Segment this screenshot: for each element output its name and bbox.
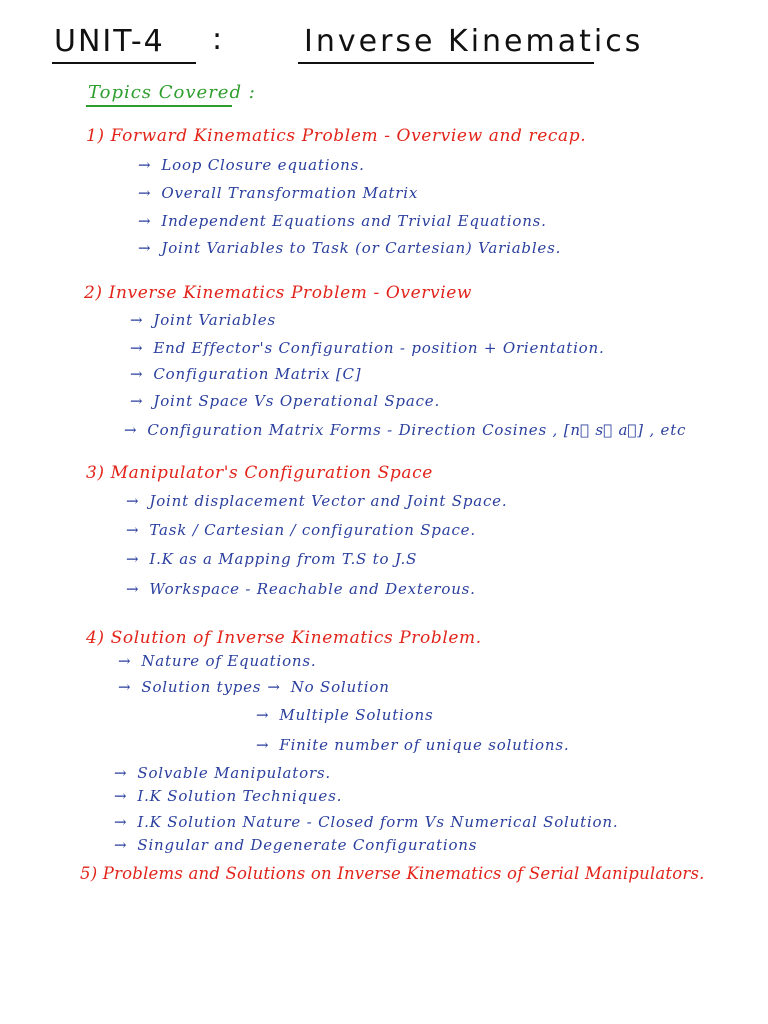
list-item: → Joint Space Vs Operational Space. <box>130 392 441 410</box>
section-3-heading: 3) Manipulator's Configuration Space <box>86 463 433 483</box>
list-item: → Configuration Matrix [C] <box>130 365 362 383</box>
list-item: → Joint Variables to Task (or Cartesian) Variables. <box>138 239 562 257</box>
list-item: → Nature of Equations. <box>118 652 317 670</box>
arrow-icon: → <box>130 311 144 329</box>
arrow-icon: → <box>130 392 144 410</box>
topics-covered-label: Topics Covered : <box>88 82 256 103</box>
topics-underline <box>86 105 232 107</box>
arrow-icon: → <box>138 239 152 257</box>
title-underline <box>298 62 594 64</box>
section-1-heading: 1) Forward Kinematics Problem - Overview and recap. <box>86 126 587 146</box>
list-item: → Task / Cartesian / configuration Space. <box>126 521 476 539</box>
list-item: → Solution types → No Solution <box>118 678 390 696</box>
arrow-icon: → <box>118 678 132 696</box>
list-item: → End Effector's Configuration - position + Orientation. <box>130 339 605 357</box>
arrow-icon: → <box>138 212 152 230</box>
list-item: → Solvable Manipulators. <box>114 764 331 782</box>
arrow-icon: → <box>138 156 152 174</box>
arrow-icon: → <box>126 521 140 539</box>
arrow-icon: → <box>114 813 128 831</box>
list-item: → Configuration Matrix Forms - Direction Cosines , [n⃗ s⃗ a⃗] , etc <box>124 421 687 439</box>
list-item: → Independent Equations and Trivial Equations. <box>138 212 547 230</box>
arrow-icon: → <box>138 184 152 202</box>
list-item: → Overall Transformation Matrix <box>138 184 419 202</box>
arrow-icon: → <box>124 421 138 439</box>
list-item: → Joint Variables <box>130 311 276 329</box>
list-item: → I.K Solution Techniques. <box>114 787 343 805</box>
list-item: → I.K as a Mapping from T.S to J.S <box>126 550 418 568</box>
section-4-heading: 4) Solution of Inverse Kinematics Problem. <box>86 628 482 648</box>
arrow-icon: → <box>130 339 144 357</box>
arrow-icon: → <box>130 365 144 383</box>
list-item: → Loop Closure equations. <box>138 156 365 174</box>
unit-underline <box>52 62 196 64</box>
list-item: → Workspace - Reachable and Dexterous. <box>126 580 476 598</box>
arrow-icon: → <box>126 550 140 568</box>
unit-label: UNIT-4 <box>54 24 165 59</box>
list-item: → Multiple Solutions <box>256 706 434 724</box>
arrow-icon: → <box>256 706 270 724</box>
list-item: → Finite number of unique solutions. <box>256 736 570 754</box>
section-5-heading: 5) Problems and Solutions on Inverse Kinematics of Serial Manipulators. <box>80 864 705 883</box>
arrow-icon: → <box>126 580 140 598</box>
list-item: → Joint displacement Vector and Joint Space. <box>126 492 508 510</box>
arrow-icon: → <box>114 787 128 805</box>
arrow-icon: → <box>118 652 132 670</box>
page-title: Inverse Kinematics <box>304 24 644 59</box>
arrow-icon: → <box>114 836 128 854</box>
section-2-heading: 2) Inverse Kinematics Problem - Overview <box>84 283 473 303</box>
list-item: → I.K Solution Nature - Closed form Vs Numerical Solution. <box>114 813 619 831</box>
arrow-icon: → <box>114 764 128 782</box>
arrow-icon: → <box>126 492 140 510</box>
header-colon: : <box>212 22 225 57</box>
arrow-icon: → <box>267 678 281 696</box>
list-item: → Singular and Degenerate Configurations <box>114 836 478 854</box>
arrow-icon: → <box>256 736 270 754</box>
